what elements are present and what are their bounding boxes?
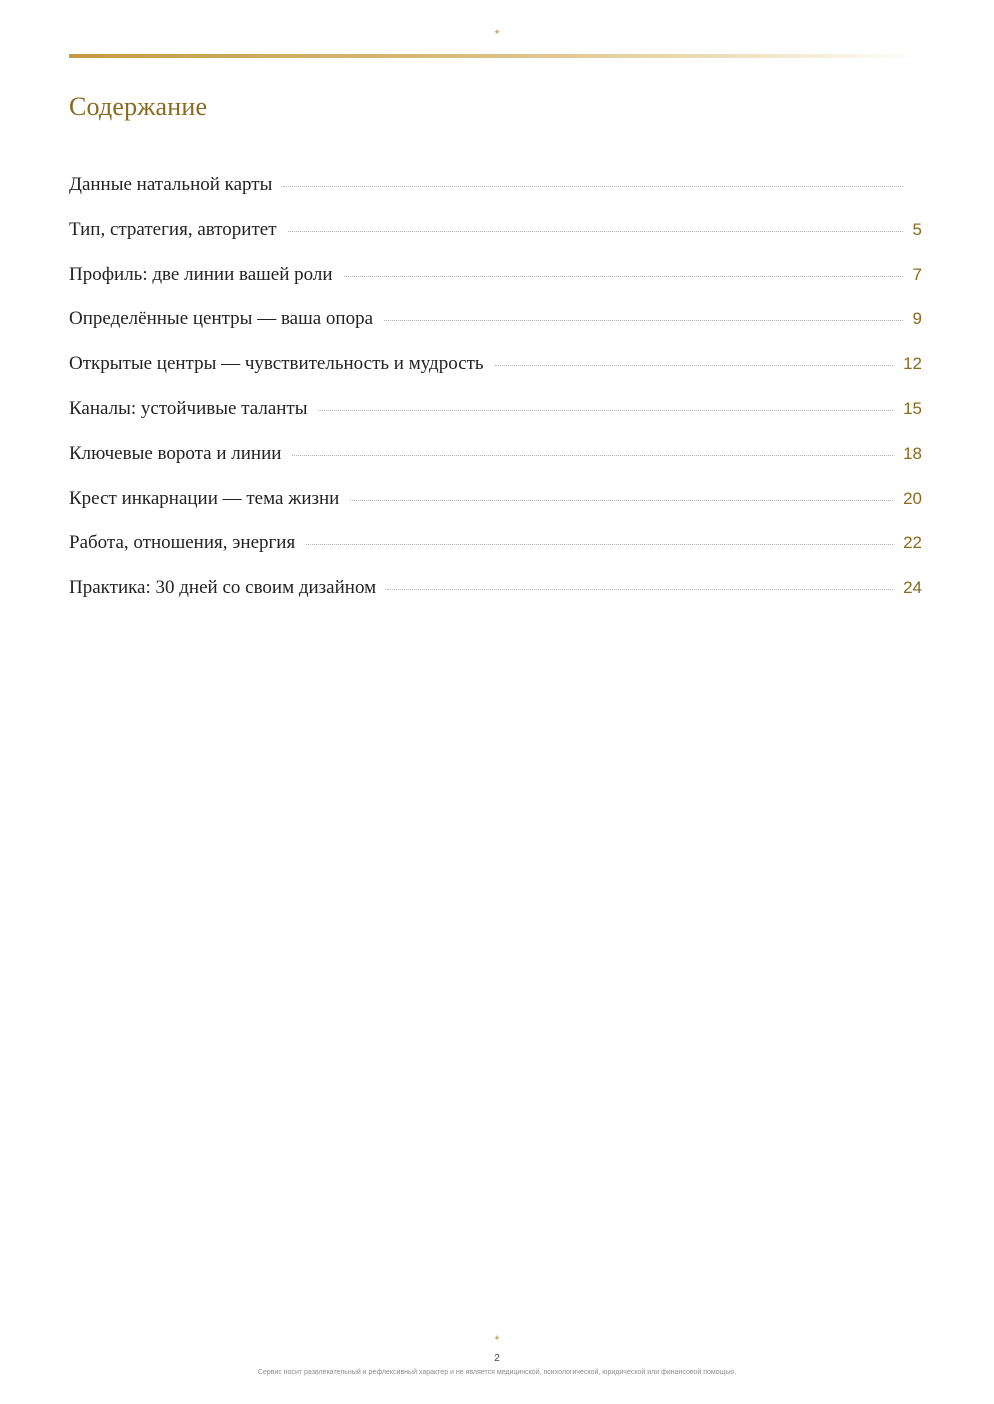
toc-entry[interactable] [69,260,922,305]
toc-entry[interactable] [69,528,922,573]
top-star-ornament-icon: ✦ [493,27,501,37]
toc-entry-page: 24 [903,578,922,598]
toc-dot-leader [350,499,893,501]
toc-entry-label: Крест инкарнации — тема жизни [69,487,340,509]
toc-entry-page: 7 [912,264,922,284]
toc-entry-label: Тип, стратегия, авторитет [69,218,277,240]
toc-entry-page: 18 [903,443,922,463]
toc-dot-leader [292,454,893,456]
toc-entry-label: Работа, отношения, энергия [69,532,296,554]
header-gold-rule [69,54,921,58]
toc-dot-leader [384,319,903,321]
toc-dot-leader [318,409,893,411]
toc-dot-leader [495,364,893,366]
toc-entry-label: Данные натальной карты [69,174,273,195]
toc-dot-leader [387,588,893,590]
toc-entry-label: Практика: 30 дней со своим дизайном [69,577,377,599]
toc-entry[interactable] [69,349,922,394]
toc-entry[interactable] [69,573,922,618]
page-number: 2 [494,1353,500,1364]
toc-entry-label: Открытые центры — чувствительность и мудрость [69,353,484,375]
toc-dot-leader [288,230,903,232]
toc-dot-leader [306,543,893,545]
toc-entry-label: Профиль: две линии вашей роли [69,263,333,285]
toc-entry-label: Определённые центры — ваша опора [69,308,374,330]
toc-entry-label: Ключевые ворота и линии [69,442,282,464]
toc-entry[interactable] [69,439,922,484]
toc-entry[interactable] [69,304,922,349]
toc-entry-page: 22 [903,533,922,553]
toc-entry-page: 9 [912,309,922,329]
toc-entry[interactable] [69,394,922,439]
toc-entry-page: 12 [903,354,922,374]
footer-disclaimer: Сервис носит развлекательный и рефлексивный характер и не является медицинской, психологической, юридической или финансовой помощью. [257,1369,737,1376]
toc-entry-page: 15 [903,398,922,418]
toc-entry[interactable] [69,484,922,529]
toc-entry[interactable] [69,215,922,260]
toc-entry-page: 5 [912,219,922,239]
bottom-star-ornament-icon: ✦ [493,1333,501,1343]
toc-dot-leader [344,275,903,277]
toc-entry-label: Каналы: устойчивые таланты [69,397,308,419]
toc-dot-leader [283,185,903,187]
table-of-contents [69,170,922,618]
toc-entry-page: 20 [903,488,922,508]
toc-entry[interactable] [69,170,922,215]
page-title: Содержание [69,92,208,121]
